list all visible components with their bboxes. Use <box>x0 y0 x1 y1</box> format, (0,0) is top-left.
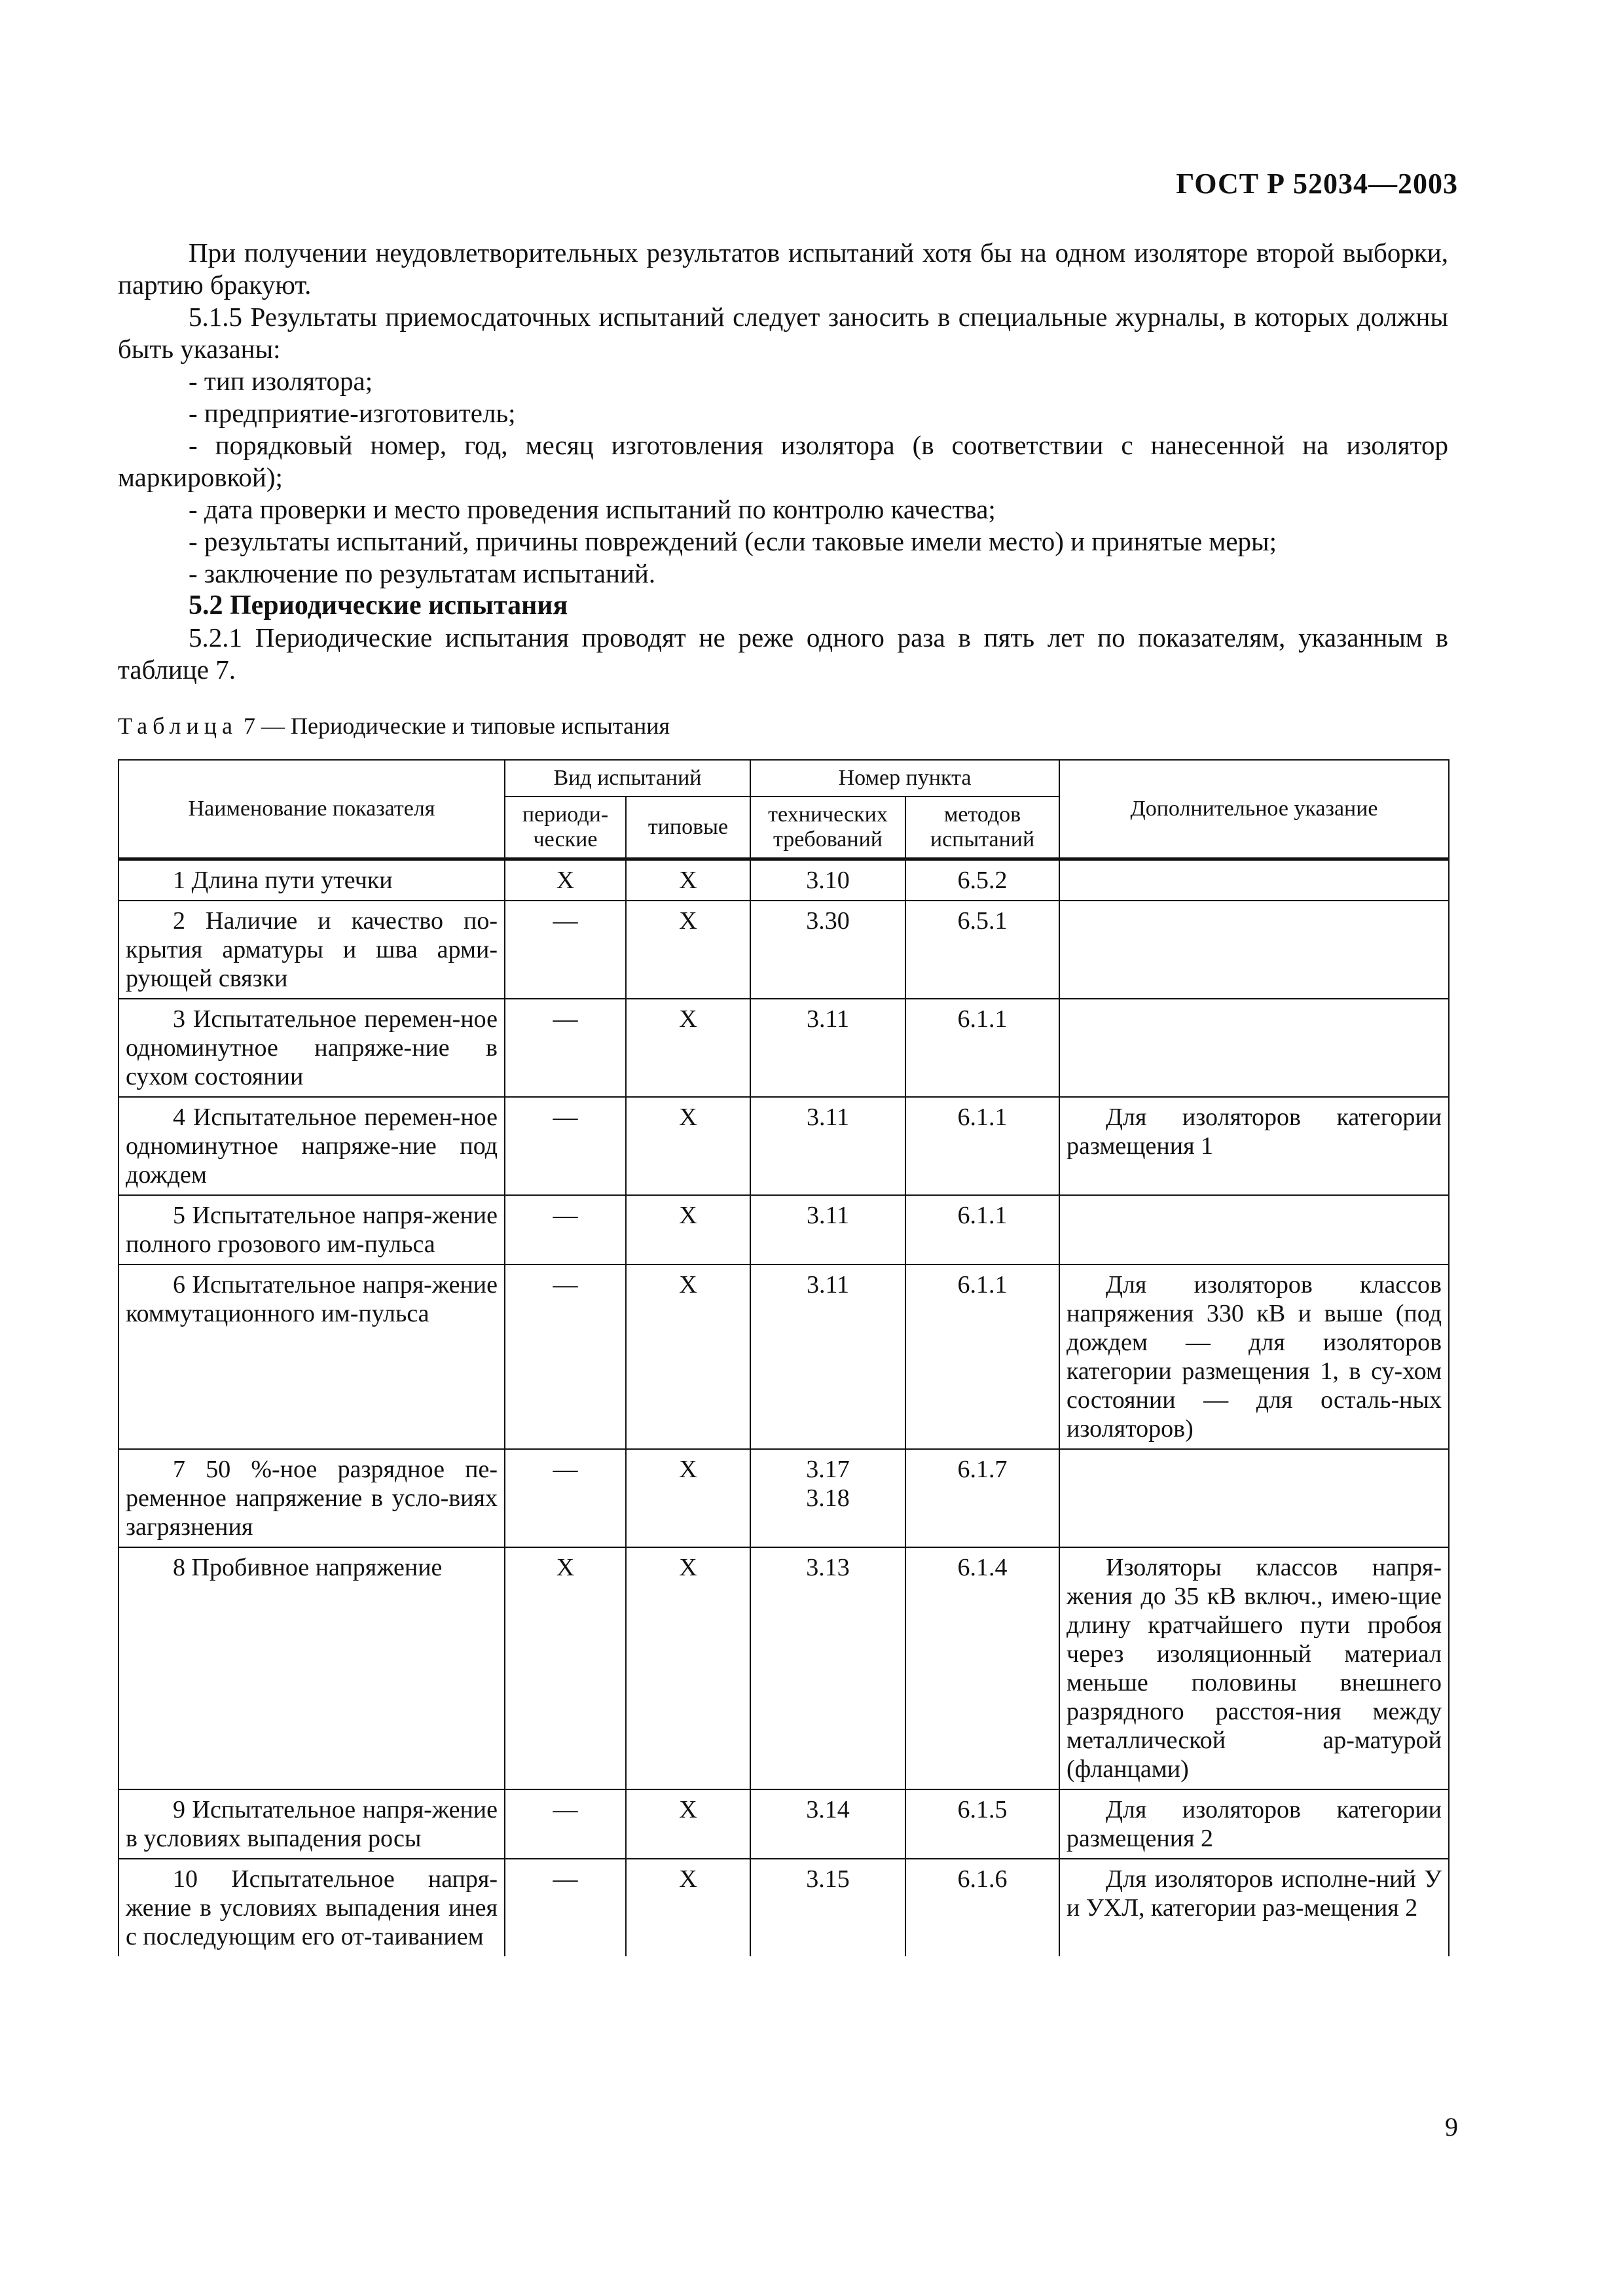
cell-name: 6 Испытательное напря-жение коммутационного им-пульса <box>119 1265 505 1449</box>
list-item: - предприятие-изготовитель; <box>189 398 516 428</box>
header-name: Наименование показателя <box>119 760 505 859</box>
cell-periodic: X <box>505 1547 626 1789</box>
cell-methods: 6.1.1 <box>905 1097 1059 1195</box>
cell-typical: X <box>626 901 750 999</box>
header-note: Дополнительное указание <box>1059 760 1449 859</box>
header-periodic: периоди-ческие <box>505 797 626 859</box>
cell-note <box>1059 999 1449 1097</box>
list-item: - порядковый номер, год, месяц изготовления изолятора (в соответствии с нанесенной на изолятор маркировкой); <box>118 430 1448 492</box>
cell-typical: X <box>626 1195 750 1265</box>
cell-typical: X <box>626 1265 750 1449</box>
cell-typical: X <box>626 1859 750 1956</box>
cell-methods: 6.1.1 <box>905 1195 1059 1265</box>
header-tech: технических требований <box>750 797 905 859</box>
cell-tech: 3.13 <box>750 1547 905 1789</box>
cell-methods: 6.1.1 <box>905 1265 1059 1449</box>
cell-name: 9 Испытательное напря-жение в условиях выпадения росы <box>119 1789 505 1859</box>
header-test-type: Вид испытаний <box>505 760 750 797</box>
cell-tech: 3.17 3.18 <box>750 1449 905 1547</box>
cell-methods: 6.1.5 <box>905 1789 1059 1859</box>
cell-periodic: — <box>505 1449 626 1547</box>
paragraph: При получении неудовлетворительных результатов испытаний хотя бы на одном изоляторе второй выборки, партию бракуют. <box>118 238 1448 300</box>
cell-methods: 6.5.1 <box>905 901 1059 999</box>
cell-note <box>1059 901 1449 999</box>
cell-periodic: — <box>505 999 626 1097</box>
cell-name: 1 Длина пути утечки <box>119 859 505 901</box>
table-caption-label: Таблица <box>118 713 238 739</box>
cell-methods: 6.1.6 <box>905 1859 1059 1956</box>
table-row <box>119 901 1449 999</box>
cell-note: Изоляторы классов напря-жения до 35 кВ включ., имею-щие длину кратчайшего пути пробоя через изоляционный материал меньше половины внешнего разрядного расстоя-ния между металлической ар-матурой (фланцами) <box>1059 1547 1449 1789</box>
table-row <box>119 1789 1449 1859</box>
cell-name: 3 Испытательное перемен-ное одноминутное напряже-ние в сухом состоянии <box>119 999 505 1097</box>
cell-tech: 3.11 <box>750 1195 905 1265</box>
cell-typical: X <box>626 859 750 901</box>
cell-typical: X <box>626 1449 750 1547</box>
list-item: - тип изолятора; <box>189 366 373 396</box>
header-methods: методов испытаний <box>905 797 1059 859</box>
table-row <box>119 999 1449 1097</box>
cell-periodic: — <box>505 1265 626 1449</box>
cell-note: Для изоляторов классов напряжения 330 кВ и выше (под дождем — для изоляторов категории размещения 1, в су-хом состоянии — для осталь-ных изоляторов) <box>1059 1265 1449 1449</box>
list-item: - результаты испытаний, причины повреждений (если таковые имели место) и принятые меры; <box>189 526 1277 556</box>
cell-tech: 3.30 <box>750 901 905 999</box>
body-text <box>118 237 1448 686</box>
section-title: 5.2 Периодические испытания <box>189 590 568 620</box>
document-header: ГОСТ Р 52034—2003 <box>1176 168 1458 200</box>
cell-tech: 3.15 <box>750 1859 905 1956</box>
table-row <box>119 1097 1449 1195</box>
cell-note: Для изоляторов категории размещения 1 <box>1059 1097 1449 1195</box>
cell-typical: X <box>626 1789 750 1859</box>
table-row <box>119 1265 1449 1449</box>
cell-methods: 6.1.1 <box>905 999 1059 1097</box>
table-row <box>119 1547 1449 1789</box>
cell-name: 2 Наличие и качество по-крытия арматуры и шва арми-рующей связки <box>119 901 505 999</box>
cell-periodic: — <box>505 1859 626 1956</box>
cell-typical: X <box>626 1097 750 1195</box>
cell-methods: 6.5.2 <box>905 859 1059 901</box>
cell-name: 5 Испытательное напря-жение полного грозового им-пульса <box>119 1195 505 1265</box>
table-row <box>119 1449 1449 1547</box>
cell-tech: 3.11 <box>750 1265 905 1449</box>
table-row <box>119 859 1449 901</box>
cell-periodic: — <box>505 1097 626 1195</box>
page-number: 9 <box>1445 2112 1458 2142</box>
cell-tech: 3.11 <box>750 999 905 1097</box>
paragraph: 5.1.5 Результаты приемосдаточных испытаний следует заносить в специальные журналы, в которых должны быть указаны: <box>118 302 1448 364</box>
table-7 <box>118 759 1450 1956</box>
cell-note: Для изоляторов исполне-ний У и УХЛ, категории раз-мещения 2 <box>1059 1859 1449 1956</box>
cell-methods: 6.1.4 <box>905 1547 1059 1789</box>
cell-tech: 3.11 <box>750 1097 905 1195</box>
list-item: - заключение по результатам испытаний. <box>189 558 656 588</box>
header-clause: Номер пункта <box>750 760 1059 797</box>
cell-note <box>1059 1449 1449 1547</box>
table-row <box>119 1195 1449 1265</box>
cell-tech: 3.10 <box>750 859 905 901</box>
cell-name: 8 Пробивное напряжение <box>119 1547 505 1789</box>
cell-name: 10 Испытательное напря-жение в условиях выпадения инея с последующим его от-таиванием <box>119 1859 505 1956</box>
cell-periodic: — <box>505 1789 626 1859</box>
cell-typical: X <box>626 999 750 1097</box>
cell-note: Для изоляторов категории размещения 2 <box>1059 1789 1449 1859</box>
cell-note <box>1059 1195 1449 1265</box>
cell-name: 4 Испытательное перемен-ное одноминутное напряже-ние под дождем <box>119 1097 505 1195</box>
cell-periodic: X <box>505 859 626 901</box>
table-row <box>119 1859 1449 1956</box>
cell-note <box>1059 859 1449 901</box>
cell-tech: 3.14 <box>750 1789 905 1859</box>
cell-typical: X <box>626 1547 750 1789</box>
cell-periodic: — <box>505 1195 626 1265</box>
table-caption <box>118 712 670 740</box>
cell-name: 7 50 %-ное разрядное пе-ременное напряжение в усло-виях загрязнения <box>119 1449 505 1547</box>
table-caption-title: 7 — Периодические и типовые испытания <box>237 713 670 739</box>
header-typical: типовые <box>626 797 750 859</box>
cell-periodic: — <box>505 901 626 999</box>
list-item: - дата проверки и место проведения испытаний по контролю качества; <box>189 494 996 524</box>
paragraph: 5.2.1 Периодические испытания проводят не реже одного раза в пять лет по показателям, указанным в таблице 7. <box>118 622 1448 685</box>
cell-methods: 6.1.7 <box>905 1449 1059 1547</box>
